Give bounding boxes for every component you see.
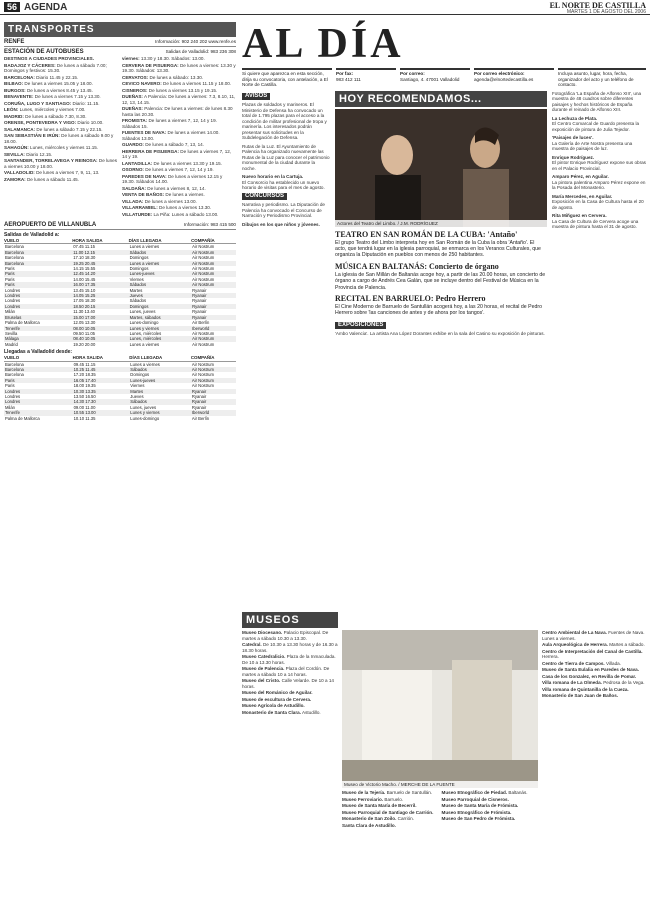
rita-title: Rita Miñguez en Cervera. — [552, 213, 607, 218]
table-cell: Ryanair — [192, 298, 207, 304]
right-col-intro: Fotográfica 'La España de Alfonso XIII', una muestra de 48 cuadros sobre diferentes paisajes y hechos históricos de España durante el reinado de Alfonso XIII. — [552, 90, 642, 112]
table-cell: 08.00 10.05 — [72, 326, 128, 331]
table-cell: Iberworld — [191, 410, 236, 415]
museo-entry: Monasterio de San Zoilo. Carrión. — [342, 816, 414, 821]
bus-entry: LANTADILLA: De lunes a viernes 13.30 y 19.15. — [122, 160, 222, 166]
table-header-cell: HORA SALIDA — [72, 238, 128, 244]
table-cell: Paris — [4, 271, 72, 276]
table-cell: 14.30 17.30 — [73, 399, 130, 404]
table-cell: Martes, sábados — [129, 315, 192, 320]
rutas-body: Rutas de la Luz. El Ayuntamiento de Palencia ha organizado nuevamente las Rutas de la Luz para conocer el patrimonio monumental de la ciudad durante la noche. — [242, 143, 330, 171]
table-cell: Barcelona — [5, 361, 24, 367]
table-cell: Paris — [5, 266, 15, 272]
bus-entry: VILLATURDE: La Piña: Lunes a sábado 13.00. — [122, 211, 219, 217]
renfe-label: RENFE — [4, 39, 25, 45]
table-cell: Milán — [5, 404, 16, 410]
email-box — [474, 68, 554, 88]
table-cell: Air Nostrum — [191, 367, 236, 372]
dibujos-title: Dibujos en los que niños y jóvenes. — [242, 221, 320, 227]
intro-text: Si quiere que aparezca en esta sección, dirija su convocatoria, con antelación, a El Norte de Castilla. — [242, 68, 332, 88]
bus-entry: GUARDO: De lunes a sábado 7, 13, 14. — [122, 142, 204, 147]
table-cell: 19.25 20.45 — [72, 261, 128, 266]
transportes-column — [4, 22, 236, 421]
bus-entry: ZAMORA: De lunes a sábado 11.45. — [4, 176, 79, 182]
bus-entry: PAREDES DE NAVA: De lunes a viernes 12.15 y 19.30. Sábados 14.00. — [122, 173, 223, 184]
table-cell: Air Berlín — [192, 320, 210, 326]
museo-entry: Museo Catedralicio. Plaza de la Inmaculada. De 10 a 13.30 horas. — [242, 654, 336, 665]
table-cell: Air Nostrum — [191, 282, 236, 287]
museo-entry: Museo de Santa María de Frómista. — [441, 803, 519, 808]
table-cell: Ryanair — [192, 287, 207, 293]
table-cell: Sevilla — [5, 330, 18, 336]
table-cell: Londres — [4, 389, 73, 394]
page-header — [0, 0, 650, 15]
table-cell: Bruselas — [4, 315, 72, 320]
lechuza-body: El Centro Comarcal de Guardo presenta la exposición de pintura de Julia Tejedor. — [552, 121, 640, 132]
table-cell: Paris — [5, 383, 15, 389]
museo-entry: Museo Parroquial de Santiago de Carrión. — [342, 809, 434, 815]
rita-body: La Casa de Cultura de Cervera acoge una muestra de pintura hasta el 31 de agosto. — [552, 218, 639, 229]
table-cell: 15.00 17.00 — [72, 315, 128, 320]
table-cell: 17.20 18.35 — [73, 372, 96, 378]
table-cell: 10.30 13.35 — [73, 389, 130, 394]
bus-entry: OSORNO: De lunes a viernes 7, 12, 14 y 19. — [122, 167, 214, 172]
table-cell: Air Nostrum — [192, 266, 215, 272]
table-cell: Lunes a viernes — [129, 244, 160, 250]
exhibitions-column — [552, 91, 646, 337]
aldia-title: AL DÍA — [242, 21, 404, 67]
bus-entry: HERRERA DE PISUERGA: De lunes a viernes 7, 12, 14 y 19. — [122, 148, 232, 159]
museo-entry: Museo de Palencia. Plaza del Cordón. De martes a sábado 10 a 14 horas. — [242, 666, 330, 677]
table-cell: Domingos — [129, 266, 149, 272]
museum-photo — [342, 630, 538, 788]
table-cell: Ryanair — [191, 389, 236, 394]
table-cell: Málaga — [4, 336, 72, 341]
table-cell: 10.25 11.45 — [73, 367, 130, 372]
bus-entry: SANTANDER, TORRELAVEGA Y REINOSA: De lunes a viernes 10.00 y 18.00. — [4, 158, 118, 169]
museo-entry: Museo de San Pedro de Frómista. — [441, 816, 516, 821]
enrique-title: Enrique Rodríguez. — [552, 154, 595, 160]
paisajes-title: 'Paisajes de luces'. — [552, 135, 594, 140]
table-cell: Ryanair — [191, 293, 236, 298]
table-cell: 10.10 11.35 — [73, 415, 96, 421]
table-cell: Air Berlín — [191, 415, 210, 421]
amparo-body: La pintora palentina Amparo Pérez expone en la Posada del Monasterio. — [552, 179, 646, 190]
bus-entry: BURGOS: De lunes a viernes 8.45 y 13.45. — [4, 87, 93, 93]
museo-entry: Villa romana de Quintanilla de la Cueza. — [542, 686, 629, 692]
table-cell: Tenerife — [4, 410, 73, 415]
table-cell: Air Nostrum — [191, 271, 236, 276]
table-cell: Air Nostrum — [191, 336, 236, 341]
museo-entry: Museo de escultura de Cervera. — [242, 696, 312, 702]
table-cell: Palma de Mallorca — [5, 415, 40, 421]
table-cell: Air Nostrum — [191, 250, 236, 255]
table-cell: Air Nostrum — [192, 244, 215, 250]
bus-entry: BADAJOZ Y CÁCERES: De lunes a sábado 7.00; Domingos y festivos: 15.30. — [4, 62, 107, 73]
table-cell: Barcelona — [5, 372, 24, 378]
table-header-cell: DÍAS LLEGADA — [129, 238, 192, 244]
contact-row — [242, 68, 646, 88]
bus-column-2 — [122, 56, 236, 218]
concursos-tag: CONCURSOS — [242, 193, 287, 201]
table-cell: Sábados — [129, 367, 191, 372]
table-cell: Madrid — [5, 341, 18, 347]
museo-entry: Centro de Interpretación del Canal de Castilla. Herrera. — [542, 648, 643, 659]
photo-caption: Actores del Teatro del Limbo. / J.M. RODRÍGUEZ — [335, 220, 547, 227]
table-cell: 19.20 20.00 — [73, 341, 96, 347]
horario-title: Nuevo horario en la Cartuja. — [242, 174, 304, 179]
mail-address: Santiago, 4. 47001 Valladolid — [400, 76, 460, 82]
table-cell: Sábados — [129, 399, 191, 404]
table-cell: Air Nostrum — [192, 330, 215, 336]
arrivals-table — [4, 355, 236, 421]
museum-photo-caption: Museo de Victorio Macho. / MERCHE DE LA FUENTE — [342, 781, 538, 788]
museos-column-1 — [242, 630, 338, 829]
table-header-cell: COMPAÑÍA — [191, 355, 236, 361]
bus-entry: BENAVENTE: De lunes a viernes 7.15 y 13.30. — [4, 94, 101, 99]
bus-entry: viernes: 13.30 y 18.30. Sábados: 13.00. — [122, 56, 205, 61]
exposiciones-tag: EXPOSICIONES — [335, 322, 386, 330]
renfe-info: Información: 902 240 202 www.renfe.es — [155, 39, 236, 44]
museo-entry: Centro Ambiental de La Nava. Fuentes de Nava. Lunes a viernes. — [542, 630, 645, 641]
article3-body: El Cine Moderno de Barruelo de Santullán acogerá hoy, a las 20 horas, el recital de Pedro Herrero sobre 'las canciones de antes y de ahora por los tangos'. — [335, 303, 542, 317]
mail-box — [400, 68, 470, 88]
table-cell: Ryanair — [191, 404, 207, 410]
table-cell: Jueves — [129, 293, 192, 298]
table-cell: Lunes, miércoles — [129, 336, 192, 341]
museos-sub — [342, 790, 538, 829]
museo-entry: Monasterio de Santa Clara. Astudillo. — [242, 709, 321, 715]
theatre-photo-image — [335, 109, 547, 227]
museo-entry: Museo de Santa Eulalia en Paredes de Nava. — [542, 667, 640, 672]
avisos-body: Plazas de soldados y marineros. El Ministerio de Defensa ha convocado un total de 1.795 plazas para el acceso a la condición de militar profesional de tropa y marinería. Los interesados podrán presentar sus solicitudes en la Subdelegación de Defensa. — [242, 102, 327, 140]
bus-entry: CISNEROS: De lunes a viernes 13.15 y 19.15. — [122, 87, 218, 93]
renfe-header — [4, 39, 236, 47]
bus-schedules — [4, 56, 236, 218]
table-cell: Martes — [129, 287, 143, 293]
table-cell: Domingos — [129, 304, 192, 309]
museos-body — [242, 630, 646, 829]
table-cell: Ryanair — [191, 315, 236, 320]
bus-entry: CERVERA DE PISUERGA: De lunes a viernes: 13.30 y 19.30. Sábados: 13.30. — [122, 62, 236, 73]
table-cell: 14.05 15.25 — [72, 293, 128, 298]
bus-entry: VILLADA: De lunes a viernes 13.00. — [122, 198, 197, 204]
museo-entry: Museo Parroquial de Cisneros. — [441, 796, 509, 802]
table-cell: 08.40 10.05 — [72, 336, 128, 341]
museos-section — [242, 612, 646, 829]
table-cell: Lunes a viernes — [129, 261, 192, 266]
table-cell: Lunes, jueves — [129, 309, 156, 315]
bus-entry: SEVILLA: Diario 12.15. — [4, 151, 53, 157]
arrivals-label: Llegadas a Valladolid desde: — [4, 349, 73, 356]
table-cell: Sábados — [129, 298, 147, 304]
departures-table — [4, 238, 236, 347]
table-cell: 17.05 18.30 — [73, 298, 96, 304]
table-row — [4, 416, 236, 421]
table-cell: Lunes a viernes — [129, 341, 160, 347]
table-cell: Viernes — [130, 383, 145, 389]
table-cell: Lunes y viernes — [129, 326, 192, 331]
article1-title: TEATRO EN SAN ROMÁN DE LA CUBA: 'Antaño' — [335, 229, 518, 239]
table-cell: Lunes-domingo — [130, 415, 160, 421]
table-header-cell: VUELO — [4, 238, 72, 244]
maria-body: Exposición en la Casa de Cultura hasta el 20 de agosto. — [552, 199, 644, 210]
table-cell: 09.00 11.00 — [73, 404, 96, 410]
theatre-photo — [335, 109, 547, 227]
fax-box — [336, 68, 396, 88]
table-cell: Londres — [5, 287, 21, 293]
table-cell: 16.05 17.40 — [73, 378, 130, 383]
departures-label: Salidas de Valladolid a: — [4, 232, 60, 238]
table-cell: Barcelona — [5, 255, 24, 261]
table-cell: Air Nostrum — [191, 261, 236, 266]
bus-entry: SALDAÑA: De lunes a viernes 8, 12, 14. — [122, 185, 206, 191]
article3-title: RECITAL EN BARRUELO: Pedro Herrero — [335, 293, 486, 303]
table-cell: Palma de Mallorca — [5, 320, 40, 326]
bus-entry: LEÓN: Lunes, miércoles y viernes 7.00. — [4, 107, 86, 112]
bus-entry: VENTA DE BAÑOS: De lunes a viernes. — [122, 192, 205, 197]
museo-entry: Santa Clara de Astudillo. — [342, 822, 396, 828]
fax-number: 983 412 111 — [336, 76, 361, 82]
table-cell: Domingos — [129, 255, 149, 261]
table-cell: Milán — [5, 309, 16, 315]
airport-info: Información: 983 415 500 — [183, 222, 236, 227]
horario-body: El Consorcio ha establecido un nuevo horario de visitas para el mes de agosto. — [242, 179, 325, 190]
table-cell: Air Nostrum — [191, 372, 214, 378]
table-cell: 11.00 12.15 — [72, 250, 128, 255]
table-header-cell: DÍAS LLEGADA — [129, 355, 191, 361]
table-cell: 10.55 13.00 — [73, 410, 130, 415]
bus-entry: CEVICO NAVERO: De lunes a viernes 11.15 y 18.00. — [122, 81, 232, 86]
table-cell: Lunes, miércoles — [129, 330, 162, 336]
recommended-title: HOY RECOMENDAMOS... — [335, 91, 547, 107]
table-header-cell: COMPAÑÍA — [191, 238, 236, 244]
exposiciones-body: 'Ambo Valencia'. La artista Ana López Dorantes exhibe en la sala del Casino su exposición de pinturas. — [335, 331, 545, 337]
table-cell: 12.45 14.20 — [72, 271, 128, 276]
table-cell: Paris — [4, 378, 73, 383]
fax-label: Por fax: — [336, 71, 354, 76]
table-cell: Paris — [5, 276, 15, 282]
table-cell: Lunes, jueves — [130, 404, 157, 410]
table-row — [4, 342, 236, 347]
table-cell: Iberworld — [191, 326, 236, 331]
bus-entry: CERVATOS: De lunes a sábado: 13.30. — [122, 74, 204, 80]
aldia-body — [242, 91, 646, 337]
table-cell: Londres — [5, 393, 21, 399]
bus-entry: FROMISTA: De lunes a viernes 7, 12, 14 y 19. Sábados 15. — [122, 118, 217, 129]
table-cell: Air Nostrum — [191, 361, 214, 367]
museo-entry: Museo Etnográfico de Piedad. Baltanás. — [441, 790, 528, 795]
table-cell: Paris — [4, 282, 72, 287]
issue-date: MARTES 1 DE AGOSTO DEL 2006 — [566, 9, 646, 15]
bus-entry: FUENTES DE NAVA: De lunes a viernes 14.00. Sábados 13.00. — [122, 130, 220, 141]
newspaper-name: EL NORTE DE CASTILLA — [549, 1, 646, 10]
avisos-column — [242, 91, 330, 337]
bus-entry: SALAMANCA: De lunes a sábado 7.15 y 22.15. — [4, 126, 103, 132]
table-cell: Air Nostrum — [192, 276, 215, 282]
bus-entry: SAHAGÚN: Lunes, miércoles y viernes 11.15. — [4, 145, 99, 150]
bus-entry: VALLADOLID: De lunes a viernes 7, 9, 11, 13. — [4, 170, 100, 175]
table-cell: Ryanair — [191, 304, 236, 309]
aldia-section — [242, 22, 646, 337]
museo-entry: Museo del Románico de Aguilar. — [242, 690, 313, 695]
museo-entry: Museo Agrícola de Astudillo. — [242, 703, 305, 708]
section-name: AGENDA — [24, 2, 68, 13]
transportes-title: TRANSPORTES — [4, 22, 236, 37]
exposiciones-block — [335, 320, 547, 337]
table-cell: Jueves — [130, 393, 144, 399]
table-cell: 18.50 20.15 — [72, 304, 128, 309]
table-cell: Air Nostrum — [192, 341, 215, 347]
table-cell: Tenerife — [4, 326, 72, 331]
table-cell: 09.45 11.15 — [73, 361, 96, 367]
aldia-header — [242, 22, 646, 66]
museo-entry: Museo Ferroviario. Barruelo. — [342, 796, 404, 802]
bus-entry: DUEÑAS: A Palencia: De lunes a viernes: 7.3, 8.10, 11, 12, 13, 14.15. — [122, 94, 236, 105]
museum-photo-image — [342, 630, 538, 788]
museo-entry: Museo de la Tejería. Barruelo de Santullán. — [342, 790, 433, 795]
table-header-cell: VUELO — [4, 355, 73, 361]
museo-entry: Museo de Santa María de Becerril. — [342, 803, 417, 808]
table-cell: Lunes-jueves — [129, 378, 191, 383]
table-cell: Viernes — [129, 276, 144, 282]
table-cell: Ryanair — [192, 309, 207, 315]
museo-entry: Catedral. De 10.30 a 13.30 horas y de 16.30 a 18.30 horas. — [242, 642, 338, 653]
table-cell: 14.15 15.55 — [73, 266, 96, 272]
bus-label: ESTACIÓN DE AUTOBUSES — [4, 49, 84, 55]
table-cell: 16.00 17.35 — [72, 282, 128, 287]
airport-header — [4, 222, 236, 230]
article1-body: El grupo Teatro del Limbo interpreta hoy en San Román de la Cuba la obra 'Antaño'. El acto, que tendrá lugar en la iglesia parroquial, se enmarca en los Veranos Culturales, que organiza la Diputación en pueblos con menos de 250 habitantes. — [335, 239, 541, 259]
museo-entry: Museo del Cristo. Calle Velarde. De 10 a 14 horas. — [242, 678, 334, 689]
bus-entry: BILBAO: De lunes a viernes 15.05 y 18.00. — [4, 81, 93, 86]
bus-column-1 — [4, 56, 118, 218]
museos-column-3 — [442, 790, 539, 829]
table-header-cell: HORA SALIDA — [73, 355, 130, 361]
bus-header — [4, 49, 236, 56]
table-cell: Lunes-jueves — [129, 271, 192, 276]
table-cell: 12.05 13.30 — [73, 320, 96, 326]
bus-entry: MADRID: De lunes a sábado 7.30, 8.30. — [4, 113, 87, 119]
table-cell: Martes — [129, 389, 191, 394]
table-cell: Londres — [4, 293, 72, 298]
maria-title: María Mercedes, en Aguilar. — [552, 193, 613, 199]
table-cell: Air Nostrum — [191, 383, 214, 389]
bus-entry: DESTINOS A CIUDADES PROVINCIALES. — [4, 56, 95, 61]
museo-entry: Museo Diocesano. Palacio Episcopal. De martes a sábado 10.30 a 13.30. — [242, 630, 329, 641]
email-label: Por correo electrónico: — [474, 71, 525, 76]
recommended-column — [335, 91, 547, 337]
table-cell: 13.45 15.10 — [73, 287, 96, 293]
bus-entry: CORUÑA, LUGO Y SANTIAGO: Diario: 11.15. — [4, 100, 100, 106]
page-number: 56 — [4, 2, 20, 12]
table-cell: 11.30 13.40 — [73, 309, 96, 315]
lechuza-title: La Lechuza de Plata. — [552, 115, 598, 121]
mail-label: Por correo: — [400, 71, 425, 76]
museos-column-4 — [542, 630, 646, 829]
table-cell: Sábados — [129, 250, 192, 255]
museo-entry: Casa de los Gonzalez, en Revilla de Pomar. — [542, 673, 637, 679]
table-cell: 14.00 15.45 — [73, 276, 96, 282]
article2-title: MÚSICA EN BALTANÁS: Concierto de órgano — [335, 261, 499, 271]
museo-entry: Monasterio de San Juan de Baños. — [542, 693, 619, 698]
bus-entry: SAN SEBASTIÁN E IRÚN: De lunes a sábado 9.00 y 18.00. — [4, 133, 114, 144]
article2-body: La iglesia de San Millán de Baltanás acoge hoy, a partir de las 20.00 horas, un concierto de órgano a cargo de Andrés Cea Galán, que se incluye dentro del Festival de Música en la Provincia de Palencia. — [335, 271, 546, 291]
table-cell: 07.45 11.15 — [73, 244, 96, 250]
museos-middle — [342, 630, 538, 829]
amparo-title: Amparo Pérez, en Aguilar. — [552, 174, 609, 179]
bus-entry: DUEÑAS: Palencia: De lunes a viernes: de lunes 8.30 hasta las 20.30. — [122, 106, 233, 117]
paisajes-body: La Galería de Arte Nostra presenta una muestra de paisajes de luz. — [552, 140, 633, 151]
table-cell: 13.50 16.50 — [73, 393, 96, 399]
table-cell: Sábados — [129, 282, 192, 287]
bus-info: Salidas de Valladolid: 983 236 308 — [165, 49, 236, 54]
table-cell: Domingos — [130, 372, 150, 378]
bus-entry: ORENSE, PONTEVEDRA Y VIGO: Diario 10.00. — [4, 120, 104, 125]
table-cell: Air Nostrum — [191, 378, 236, 383]
email-address: agenda@elnortedecastilla.es — [474, 76, 534, 82]
museo-entry: Museo Etnográfico de Frómista. — [441, 809, 512, 815]
table-cell: Air Nostrum — [192, 255, 215, 261]
table-cell: Lunes a viernes — [130, 361, 160, 367]
museos-title: MUSEOS — [242, 612, 338, 628]
table-cell: 09.50 11.05 — [73, 330, 96, 336]
table-cell: Barcelona — [4, 250, 72, 255]
table-cell: Barcelona — [4, 367, 73, 372]
table-cell: Lunes-domingo — [129, 320, 159, 326]
table-cell: Londres — [4, 399, 73, 404]
bus-entry: BARCELONA: Diario 11.45 y 22.15. — [4, 74, 79, 80]
table-cell: Londres — [4, 304, 72, 309]
table-cell: 18.00 19.35 — [73, 383, 96, 389]
table-cell: 17.10 18.30 — [73, 255, 96, 261]
intro-note: Incluya asunto, lugar, hora, fecha, organizador del acto y un teléfono de contacto. — [558, 68, 646, 88]
museos-column-2 — [342, 790, 439, 829]
museo-entry: Villa romana de La Olmeda. Pedrosa de la Vega. — [542, 680, 645, 685]
museo-entry: Centro de Tierra de Campos. Villada. — [542, 660, 621, 666]
airport-label: AEROPUERTO DE VILLANUBLA — [4, 222, 97, 228]
table-cell: Londres — [5, 298, 21, 304]
museo-entry: Aula Arqueológica de Herrera. Martes a sábado. — [542, 642, 645, 647]
table-cell: Lunes y viernes — [129, 410, 191, 415]
table-cell: Barcelona — [4, 261, 72, 266]
enrique-body: El pintor Enrique Rodríguez expone sus obras en el Palacio Provincial. — [552, 160, 646, 171]
bus-entry: VILLARRAMIEL: De lunes a viernes 13.30. — [122, 205, 212, 210]
concursos-body: Narrativa y periodismo. La Diputación de Palencia ha convocado el Concurso de Narración y Periodismo Provincial. — [242, 202, 325, 218]
avisos-tag: AVISOS — [242, 93, 270, 101]
table-cell: Ryanair — [191, 393, 207, 399]
table-cell: Ryanair — [191, 399, 236, 404]
table-cell: Barcelona — [5, 244, 24, 250]
